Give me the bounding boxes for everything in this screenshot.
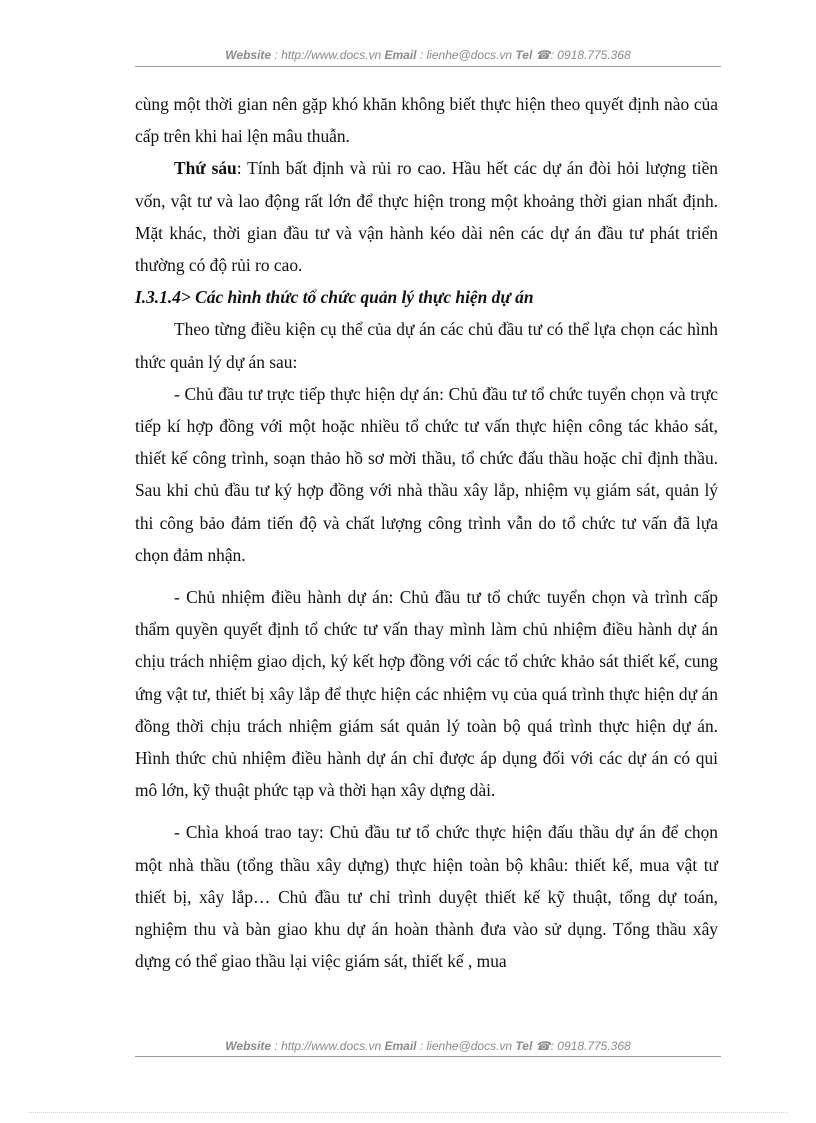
footer-tel-label: Tel — [515, 1039, 533, 1053]
footer-email-label: Email — [384, 1039, 417, 1053]
paragraph-project-director: - Chủ nhiệm điều hành dự án: Chủ đầu tư tổ chức tuyển chọn và trình cấp thẩm quyền quyết định tổ chức tư vấn thay mình làm chủ nhiệm điều hành dự án chịu trách nhiệm giao dịch, ký kết hợp đồng với các tổ chức khảo sát thiết kế, cung ứng vật tư, thiết bị xây lắp để thực hiện các nhiệm vụ của quá trình thực hiện dự án đồng thời chịu trách nhiệm giám sát quản lý toàn bộ quá trình thực hiện dự án. Hình thức chủ nhiệm điều hành dự án chỉ được áp dụng đối với các dự án có qui mô lớn, kỹ thuật phức tạp và thời hạn xây dựng dài. — [135, 587, 718, 801]
footer-email-address[interactable]: : lienhe@docs.vn — [419, 1039, 513, 1053]
header-email-label: Email — [384, 48, 417, 62]
page-footer — [135, 1039, 721, 1053]
footer-website-label: Website — [225, 1039, 272, 1053]
thu-sau-label: Thứ sáu — [174, 158, 237, 179]
footer-website-url[interactable]: : http://www.docs.vn — [274, 1039, 382, 1053]
header-tel-number: : 0918.775.368 — [550, 48, 631, 62]
paragraph-direct-management: - Chủ đầu tư trực tiếp thực hiện dự án: Chủ đầu tư tổ chức tuyển chọn và trực tiếp kí hợp đồng với một hoặc nhiều tổ chức tư vấn thực hiện công tác khảo sát, thiết kế công trình, soạn thảo hồ sơ mời thầu, tổ chức đấu thầu hoặc chỉ định thầu. Sau khi chủ đầu tư ký hợp đồng với nhà thầu xây lắp, nhiệm vụ giám sát, quản lý thi công bảo đảm tiến độ và chất lượng công trình vẫn do tổ chức tư vấn đã lựa chọn đảm nhận. — [135, 383, 718, 565]
header-website-url[interactable]: : http://www.docs.vn — [274, 48, 382, 62]
header-tel-label: Tel — [515, 48, 533, 62]
page-header — [135, 48, 721, 62]
thu-sau-colon: : — [236, 158, 242, 179]
thu-sau-text: Tính bất định và rủi ro cao. Hầu hết các dự án đòi hỏi lượng tiền vốn, vật tư và lao động rất lớn để thực hiện trong một khoảng thời gian nhất định. Mặt khác, thời gian đầu tư và vận hành kéo dài nên các dự án đầu tư phát triển thường có độ rủi ro cao. — [135, 158, 718, 276]
footer-divider — [135, 1056, 721, 1057]
paragraph-intro: Theo từng điều kiện cụ thể của dự án các chủ đầu tư có thể lựa chọn các hình thức quản lý dự án sau: — [135, 319, 718, 372]
section-heading: I.3.1.4> Các hình thức tổ chức quản lý thực hiện dự án — [135, 287, 534, 308]
header-divider — [135, 66, 721, 67]
paragraph-turnkey: - Chìa khoá trao tay: Chủ đầu tư tổ chức thực hiện đấu thầu dự án để chọn một nhà thầu (tổng thầu xây dựng) thực hiện toàn bộ khâu: thiết kế, mua vật tư thiết bị, xây lắp… Chủ đầu tư chỉ trình duyệt thiết kế kỹ thuật, tổng dự toán, nghiệm thu và bàn giao khu dự án hoàn thành đưa vào sử dụng. Tổng thầu xây dựng có thể giao thầu lại việc giám sát, thiết kế , mua — [135, 822, 718, 972]
page-bottom-border — [28, 1112, 788, 1113]
footer-tel-number: : 0918.775.368 — [550, 1039, 631, 1053]
phone-icon: ☎ — [535, 48, 551, 62]
paragraph-thu-sau — [135, 152, 718, 281]
header-website-label: Website — [225, 48, 272, 62]
phone-icon: ☎ — [535, 1039, 551, 1053]
document-body — [135, 88, 718, 977]
header-email-address[interactable]: : lienhe@docs.vn — [419, 48, 513, 62]
paragraph-continuation: cùng một thời gian nên gặp khó khăn không biết thực hiện theo quyết định nào của cấp trên khi hai lện mâu thuẫn. — [135, 94, 718, 147]
